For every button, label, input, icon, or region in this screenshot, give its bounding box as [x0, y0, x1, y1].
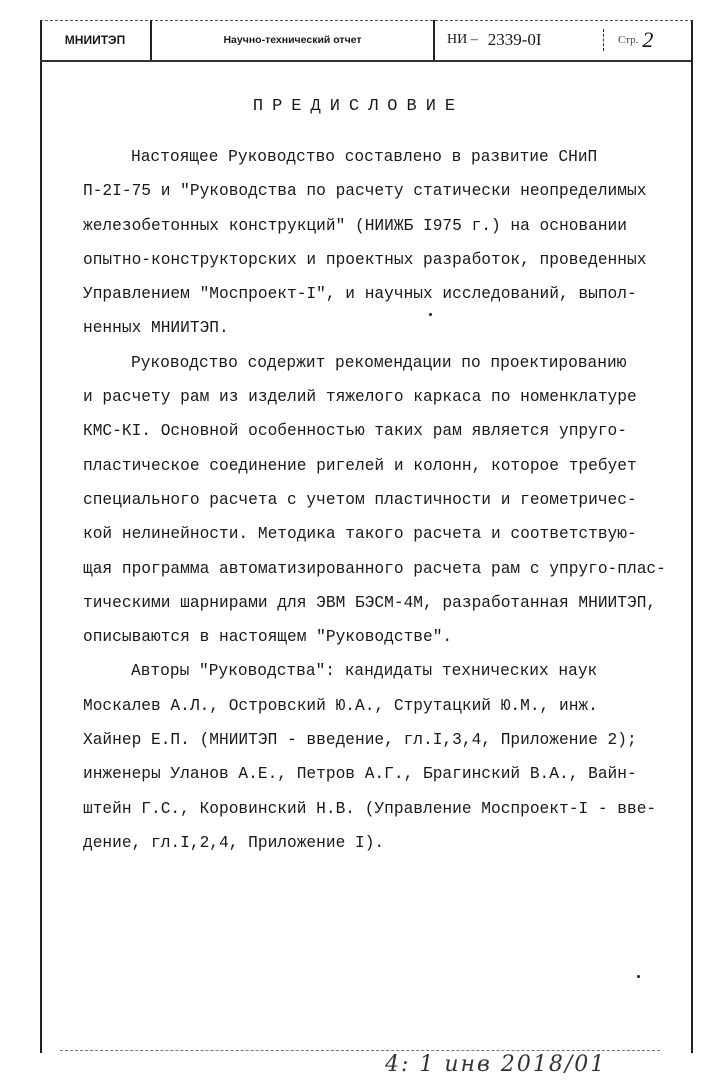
page-indicator — [603, 29, 691, 51]
code-number: 2339-0I — [487, 30, 542, 49]
text-line: опытно-конструкторских и проектных разработок, проведенных — [83, 250, 647, 269]
paragraph-intro — [83, 140, 693, 346]
paragraph-content — [83, 346, 693, 655]
text-line: инженеры Уланов А.Е., Петров А.Г., Брагинский В.А., Вайн- — [83, 765, 637, 784]
text-line: тическими шарнирами для ЭВМ БЭСМ-4М, разработанная МНИИТЭП, — [83, 593, 657, 612]
page-label: Стр. — [618, 34, 639, 46]
text-line: дение, гл.I,2,4, Приложение I). — [83, 833, 385, 852]
body-text — [83, 140, 693, 860]
scan-speck — [637, 975, 640, 978]
text-line: ненных МНИИТЭП. — [83, 319, 229, 338]
text-line: КМС-КI. Основной особенностью таких рам является упруго- — [83, 422, 627, 441]
document-code — [433, 20, 603, 60]
text-line: Управлением "Моспроект-I", и научных исследований, выпол- — [83, 285, 637, 304]
document-header — [40, 20, 691, 62]
text-line: специального расчета с учетом пластичности и геометричес- — [83, 490, 637, 509]
page-frame-bottom — [60, 1050, 660, 1051]
text-line: и расчету рам из изделий тяжелого каркаса по номенклатуре — [83, 388, 637, 407]
section-heading: ПРЕДИСЛОВИЕ — [252, 97, 465, 116]
handwritten-inventory-note: 4: 1 инв 2018/01 — [385, 1052, 607, 1077]
text-line: Авторы "Руководства": кандидаты технических наук — [131, 662, 598, 681]
text-line: кой нелинейности. Методика такого расчета и соответствую- — [83, 525, 637, 544]
organization-name: МНИИТЭП — [40, 20, 152, 60]
text-line: Руководство содержит рекомендации по проектированию — [131, 353, 627, 372]
text-line: штейн Г.С., Коровинский Н.В. (Управление Моспроект-I - вве- — [83, 799, 657, 818]
text-line: описываются в настоящем "Руководстве". — [83, 628, 453, 647]
page-number: 2 — [642, 27, 654, 52]
paragraph-authors — [83, 654, 693, 860]
text-line: Хайнер Е.П. (МНИИТЭП - введение, гл.I,3,4, Приложение 2); — [83, 731, 637, 750]
text-line: Москалев А.Л., Островский Ю.А., Струтацкий Ю.М., инж. — [83, 696, 598, 715]
scan-speck — [429, 313, 432, 316]
text-line: пластическое соединение ригелей и колонн, которое требует — [83, 456, 637, 475]
report-type: Научно-технический отчет — [223, 34, 362, 46]
text-line: П-2I-75 и "Руководства по расчету статически неопределимых — [83, 182, 647, 201]
text-line: Настоящее Руководство составлено в развитие СНиП — [131, 148, 598, 166]
text-line: железобетонных конструкций" (НИИЖБ I975 г.) на основании — [83, 216, 627, 235]
code-prefix: НИ – — [447, 32, 478, 47]
text-line: щая программа автоматизированного расчета рам с упруго-плас- — [83, 559, 666, 578]
